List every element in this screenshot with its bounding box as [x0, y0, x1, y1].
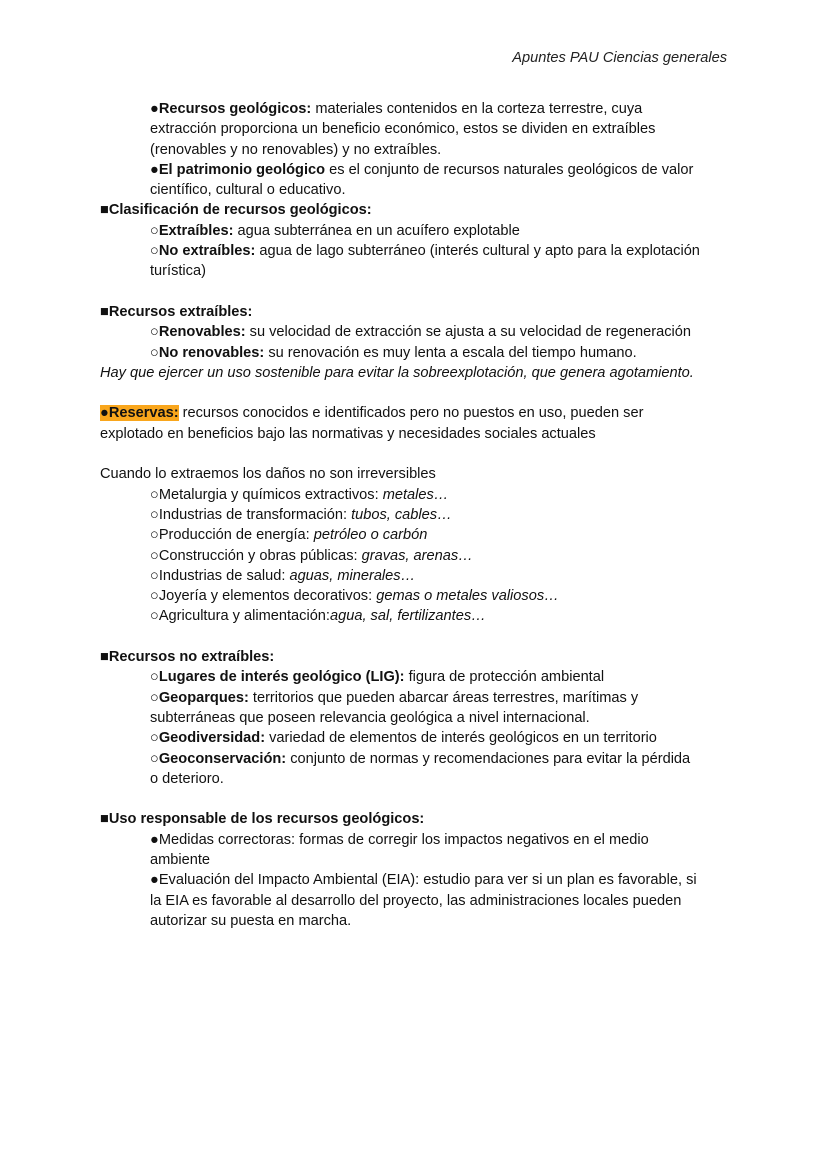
bullet: ○ — [150, 547, 159, 564]
bullet: ○ — [150, 222, 159, 239]
bullet: ○ — [150, 324, 159, 341]
bullet: ○ — [150, 608, 159, 625]
usos-list — [100, 485, 732, 627]
recursos-geologicos-definition — [100, 99, 732, 160]
text: extracción proporciona un beneficio económico, estos se dividen en extraíbles — [150, 121, 656, 138]
text: explotado en beneficios bajo las normativas y necesidades sociales actuales — [100, 425, 596, 442]
usos-intro: Cuando lo extraemos los daños no son irreversibles — [100, 466, 436, 483]
bullet: ○ — [150, 506, 159, 523]
term: Renovables: — [158, 324, 246, 341]
example: aguas, minerales… — [289, 567, 416, 584]
bullet: ○ — [150, 669, 159, 686]
example: gravas, arenas… — [361, 547, 473, 564]
example: tubos, cables… — [351, 506, 452, 523]
label: Agricultura y alimentación: — [158, 608, 330, 625]
text: su velocidad de extracción se ajusta a su velocidad de regeneración — [245, 324, 691, 341]
text: o deterioro. — [150, 770, 224, 787]
list-item — [100, 606, 732, 626]
bullet: ○ — [150, 588, 159, 605]
list-item — [100, 566, 732, 586]
term: El patrimonio geológico — [158, 161, 326, 178]
text: turística) — [150, 263, 206, 280]
list-item — [100, 525, 732, 545]
list-item — [100, 688, 732, 708]
text: variedad de elementos de interés geológicos en un territorio — [265, 730, 657, 747]
text: subterráneas que poseen relevancia geológica a nivel internacional. — [150, 709, 590, 726]
bullet: ○ — [150, 243, 159, 260]
clasificacion-heading: ■Clasificación de recursos geológicos: — [100, 202, 372, 219]
term: No renovables: — [158, 344, 265, 361]
term: No extraíbles: — [158, 243, 256, 260]
term: Lugares de interés geológico (LIG): — [158, 669, 405, 686]
highlighted-term: ●Reservas: — [100, 405, 179, 422]
list-item — [100, 485, 732, 505]
label: Industrias de transformación: — [158, 506, 352, 523]
extraibles-heading: ■Recursos extraíbles: — [100, 303, 253, 320]
text: territorios que pueden abarcar áreas terrestres, marítimas y — [248, 689, 639, 706]
label: Joyería y elementos decorativos: — [158, 588, 377, 605]
bullet: ○ — [150, 689, 159, 706]
text: (renovables y no renovables) y no extraíbles. — [150, 141, 442, 158]
text: figura de protección ambiental — [404, 669, 605, 686]
example: metales… — [382, 486, 449, 503]
text: agua subterránea en un acuífero explotable — [233, 222, 520, 239]
example: petróleo o carbón — [313, 527, 428, 544]
term: Geodiversidad: — [158, 730, 266, 747]
term: Geoparques: — [158, 689, 249, 706]
sustainability-note: Hay que ejercer un uso sostenible para evitar la sobreexplotación, que genera agotamiento. — [100, 364, 694, 381]
list-item — [100, 322, 732, 342]
no-extraibles-heading: ■Recursos no extraíbles: — [100, 649, 275, 666]
text: autorizar su puesta en marcha. — [150, 912, 352, 929]
term: Geoconservación: — [158, 750, 287, 767]
text: es el conjunto de recursos naturales geológicos de valor — [325, 161, 694, 178]
page-header: Apuntes PAU Ciencias generales — [512, 50, 727, 66]
text: científico, cultural o educativo. — [150, 182, 346, 199]
list-item — [100, 586, 732, 606]
text: su renovación es muy lenta a escala del tiempo humano. — [264, 344, 637, 361]
text: conjunto de normas y recomendaciones para evitar la pérdida — [286, 750, 691, 767]
bullet: ○ — [150, 527, 159, 544]
bullet: ● — [150, 161, 159, 178]
bullet: ○ — [150, 344, 159, 361]
example: agua, sal, fertilizantes… — [329, 608, 486, 625]
bullet: ● — [150, 101, 159, 117]
text: materiales contenidos en la corteza terrestre, cuya — [311, 101, 643, 117]
list-item — [100, 667, 732, 687]
bullet: ○ — [150, 567, 159, 584]
list-item — [100, 241, 732, 261]
uso-responsable-heading: ■Uso responsable de los recursos geológicos: — [100, 811, 425, 828]
label: Industrias de salud: — [158, 567, 290, 584]
list-item — [100, 343, 732, 363]
list-item — [100, 505, 732, 525]
bullet: ○ — [150, 730, 159, 747]
list-item — [100, 221, 732, 241]
text: ambiente — [150, 851, 211, 868]
label: Metalurgia y químicos extractivos: — [158, 486, 383, 503]
label: Construcción y obras públicas: — [158, 547, 362, 564]
text: agua de lago subterráneo (interés cultural y apto para la explotación — [255, 243, 700, 260]
term: Extraíbles: — [158, 222, 234, 239]
term: Recursos geológicos: — [158, 101, 312, 117]
list-item — [100, 546, 732, 566]
reservas-definition — [100, 403, 732, 423]
list-item — [100, 749, 732, 769]
bullet: ○ — [150, 486, 159, 503]
list-item: ●Medidas correctoras: formas de corregir los impactos negativos en el medio — [150, 831, 649, 848]
list-item — [100, 728, 732, 748]
example: gemas o metales valiosos… — [376, 588, 559, 605]
text: recursos conocidos e identificados pero no puestos en uso, pueden ser — [178, 405, 644, 422]
list-item: ●Evaluación del Impacto Ambiental (EIA): estudio para ver si un plan es favorable, si — [150, 872, 697, 889]
patrimonio-geologico-definition — [100, 160, 732, 201]
document-body — [100, 99, 732, 931]
text: la EIA es favorable al desarrollo del proyecto, las administraciones locales pueden — [150, 892, 682, 909]
label: Producción de energía: — [158, 527, 314, 544]
bullet: ○ — [150, 750, 159, 767]
